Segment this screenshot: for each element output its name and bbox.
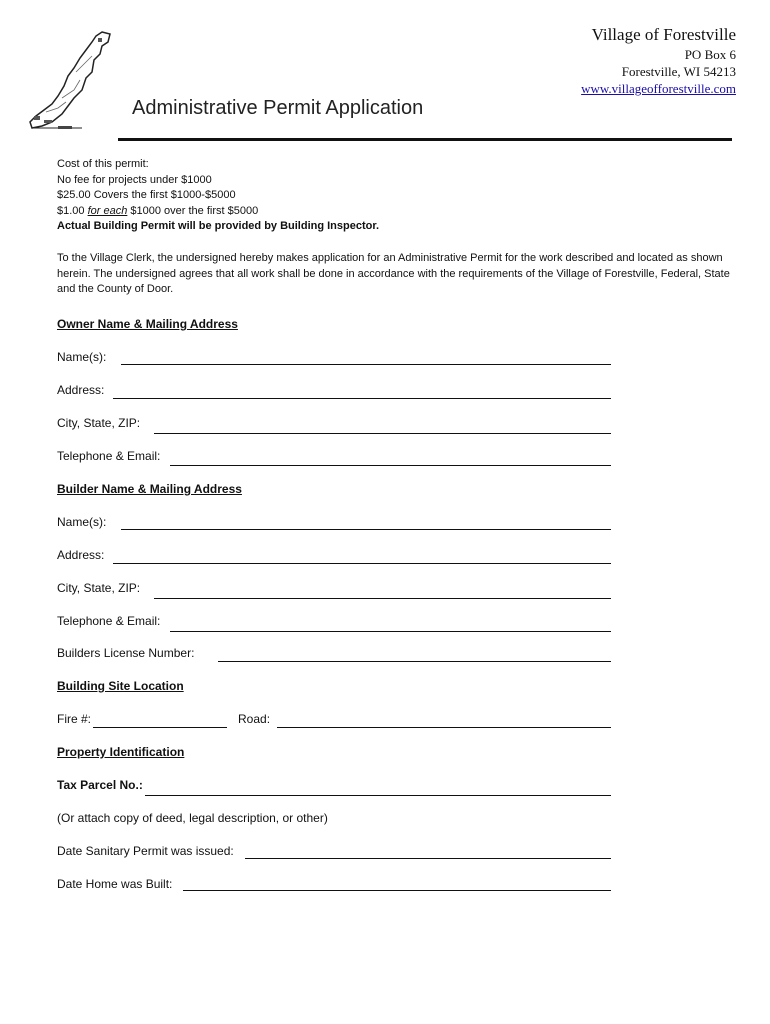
sanitary-permit-date-field[interactable] (245, 858, 611, 859)
home-built-label: Date Home was Built: (57, 877, 173, 891)
builder-license-label: Builders License Number: (57, 646, 195, 660)
org-address-line1: PO Box 6 (684, 47, 736, 62)
owner-address-label: Address: (57, 383, 105, 397)
owner-names-field[interactable] (121, 364, 611, 365)
home-built-date-field[interactable] (183, 890, 611, 891)
builder-city-field[interactable] (154, 598, 611, 599)
org-address-line2: Forestville, WI 54213 (621, 64, 736, 79)
builder-names-label: Name(s): (57, 515, 107, 529)
sanitary-permit-label: Date Sanitary Permit was issued: (57, 844, 234, 858)
tax-parcel-label: Tax Parcel No.: (57, 778, 143, 792)
owner-section-heading: Owner Name & Mailing Address (57, 317, 238, 331)
fire-number-label: Fire #: (57, 712, 92, 726)
county-map-logo (22, 28, 116, 136)
builder-section-heading: Builder Name & Mailing Address (57, 482, 242, 496)
owner-city-field[interactable] (154, 433, 611, 434)
cost-line-2: $25.00 Covers the first $1000-$5000 (57, 189, 236, 201)
builder-city-label: City, State, ZIP: (57, 581, 141, 595)
builder-phone-label: Telephone & Email: (57, 614, 161, 628)
road-field[interactable] (277, 727, 611, 728)
owner-names-label: Name(s): (57, 350, 107, 364)
cost-line-1: No fee for projects under $1000 (57, 173, 212, 186)
attach-note: (Or attach copy of deed, legal description, or other) (57, 811, 328, 825)
builder-names-field[interactable] (121, 529, 611, 530)
organization-header (581, 24, 736, 97)
header-rule (118, 138, 732, 141)
cost-line-4: Actual Building Permit will be provided by Building Inspector. (57, 220, 380, 232)
tax-parcel-field[interactable] (145, 795, 611, 796)
fire-number-field[interactable] (93, 727, 227, 728)
owner-address-field[interactable] (113, 398, 611, 399)
property-section-heading: Property Identification (57, 745, 185, 759)
intro-paragraph: To the Village Clerk, the undersigned hereby makes application for an Administrative Permit for the work described and located as shown herein. The undersigned agrees that all work shall be done in accordance with the requirements of the Village of Forestville, Federal, State and the County of Door. (57, 252, 730, 295)
builder-phone-field[interactable] (170, 631, 611, 632)
owner-phone-field[interactable] (170, 465, 611, 466)
builder-address-field[interactable] (113, 563, 611, 564)
owner-phone-label: Telephone & Email: (57, 449, 161, 463)
page-title: Administrative Permit Application (132, 97, 424, 119)
cost-info (57, 157, 379, 235)
owner-city-label: City, State, ZIP: (57, 416, 141, 430)
builder-address-label: Address: (57, 548, 105, 562)
website-link[interactable]: www.villageofforestville.com (581, 81, 736, 96)
cost-line-3: $1.00 for each $1000 over the first $5000 (57, 204, 259, 217)
org-name: Village of Forestville (591, 25, 736, 44)
road-label: Road: (238, 712, 271, 726)
builder-license-field[interactable] (218, 661, 611, 662)
site-section-heading: Building Site Location (57, 679, 184, 693)
cost-heading: Cost of this permit: (57, 158, 149, 170)
